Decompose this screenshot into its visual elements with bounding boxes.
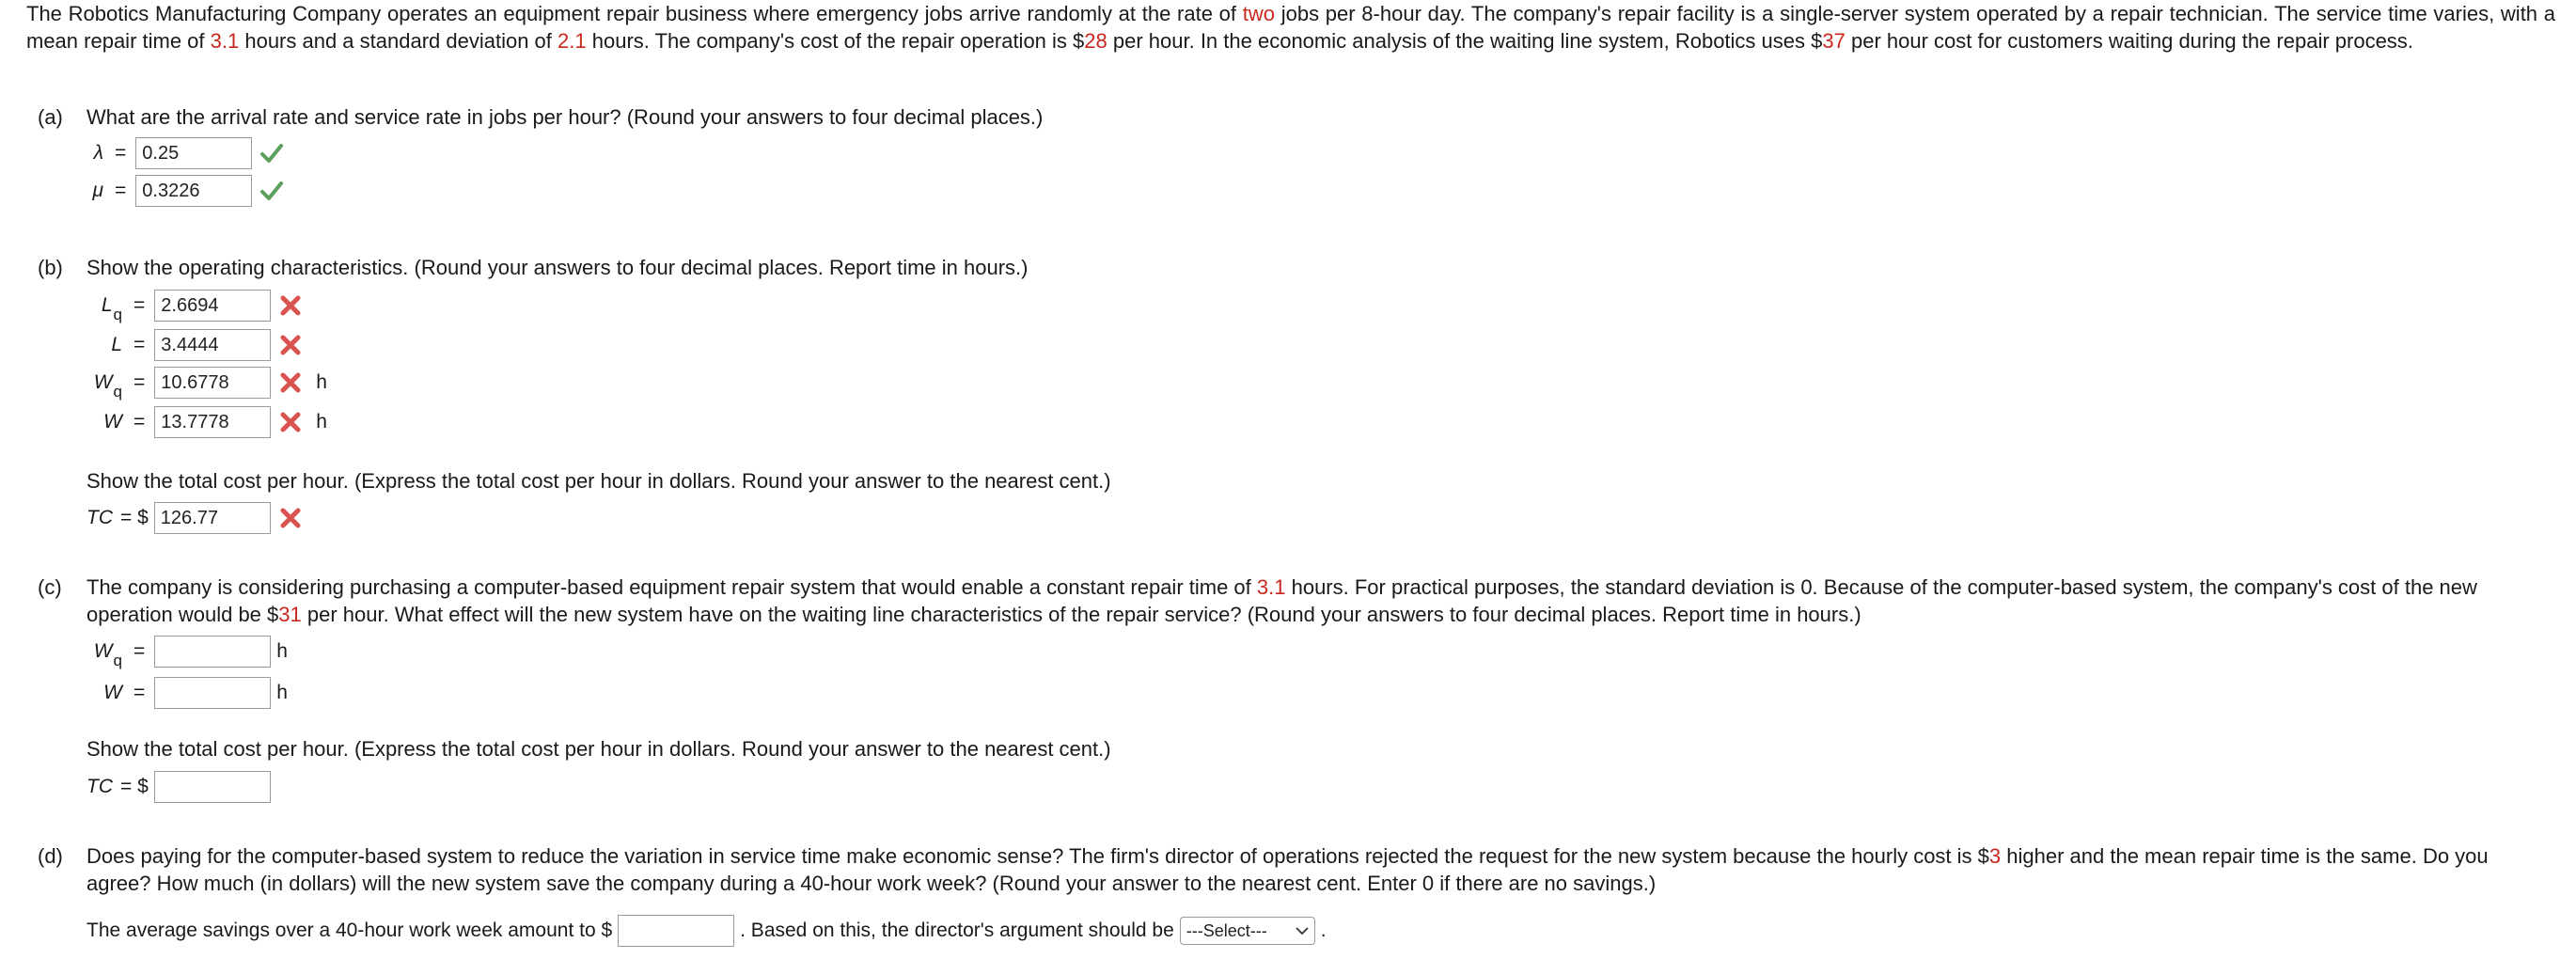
mu-row — [86, 175, 284, 207]
tc-row-c — [86, 771, 271, 803]
cross-icon — [278, 293, 303, 318]
unit-label: h — [276, 682, 288, 703]
new-cost-value: 31 — [278, 603, 302, 626]
l-row — [86, 329, 303, 361]
equals-sign: = — [134, 682, 146, 703]
chevron-down-icon — [1296, 926, 1309, 935]
tc-input-c[interactable] — [154, 771, 271, 803]
lambda-symbol: λ — [93, 142, 103, 164]
part-c-tc-question: Show the total cost per hour. (Express the total cost per hour in dollars. Round your answer to the nearest cent.) — [86, 737, 1111, 761]
savings-input[interactable] — [618, 915, 734, 947]
equals-dollar: = $ — [120, 507, 149, 528]
wq-row — [86, 367, 327, 399]
intro-text: per hour. In the economic analysis of the waiting line system, Robotics uses $ — [1107, 29, 1823, 53]
tc-symbol: TC — [86, 507, 113, 528]
mu-symbol: μ — [92, 180, 103, 201]
checkmark-icon — [259, 179, 284, 203]
equals-dollar: = $ — [120, 776, 149, 797]
cost-difference-value: 3 — [1988, 844, 2002, 868]
intro-text: hours and a standard deviation of — [239, 29, 558, 53]
part-c-question: The company is considering purchasing a computer-based equipment repair system that would enable a constant repair time of 3.1 hours. For practical purposes, the standard deviation is 0. Because of the computer-based system, the company's cost of the new operation would be $31 per hour. What effect will the new system have on the waiting line characteristics of the repair service? (Round your answers to four decimal places. Report time in hours.) — [86, 575, 2477, 626]
intro-text: jobs per 8-hour day. The company's repair facility is a single-server system operated by a repair technician. The service time varies, with a mean repair time of — [26, 2, 2555, 53]
tc-input[interactable]: 126.77 — [154, 502, 271, 534]
wq-row-c — [86, 636, 288, 668]
mean-repair-time-value: 3.1 — [210, 29, 240, 53]
mu-input[interactable]: 0.3226 — [135, 175, 252, 207]
problem-statement — [26, 0, 2555, 55]
part-a-label: (a) — [38, 105, 63, 129]
cross-icon — [278, 333, 303, 357]
equals-sign: = — [134, 640, 146, 662]
w-input-c[interactable] — [154, 677, 271, 709]
l-input[interactable]: 3.4444 — [154, 329, 271, 361]
part-c-label: (c) — [38, 575, 62, 599]
equals-sign: = — [115, 180, 127, 201]
w-row-c — [86, 677, 288, 709]
wq-symbol: $W_q$ — [93, 371, 122, 401]
w-row — [86, 406, 327, 438]
intro-text: hours. The company's cost of the repair operation is $ — [586, 29, 1085, 53]
intro-text: The Robotics Manufacturing Company operates an equipment repair business where emergency jobs arrive randomly at the rate of — [26, 2, 1243, 25]
lambda-input[interactable]: 0.25 — [135, 137, 252, 169]
part-b-question: Show the operating characteristics. (Round your answers to four decimal places. Report time in hours.) — [86, 256, 1029, 279]
equals-sign: = — [134, 294, 146, 316]
part-d-question: Does paying for the computer-based system to reduce the variation in service time make economic sense? The firm's director of operations rejected the request for the new system because the hourly cost is $3 higher and the mean repair time is the same. Do you agree? How much (in dollars) will the new system save the company during a 40-hour work week? (Round your answer to the nearest cent. Enter 0 if there are no savings.) — [86, 844, 2489, 895]
wq-input-c[interactable] — [154, 636, 271, 668]
wq-input[interactable]: 10.6778 — [154, 367, 271, 399]
lq-row — [86, 290, 303, 322]
wq-symbol: $W_q$ — [93, 640, 122, 669]
part-a-question: What are the arrival rate and service rate in jobs per hour? (Round your answers to four decimal places.) — [86, 105, 1044, 129]
part-b-tc-question: Show the total cost per hour. (Express the total cost per hour in dollars. Round your answer to the nearest cent.) — [86, 469, 1111, 493]
unit-label: h — [276, 640, 288, 662]
cross-icon — [278, 410, 303, 434]
part-b-label: (b) — [38, 256, 63, 279]
std-dev-value: 2.1 — [558, 29, 587, 53]
w-symbol: W — [103, 411, 122, 432]
lq-input[interactable]: 2.6694 — [154, 290, 271, 322]
constant-repair-time-value: 3.1 — [1256, 575, 1286, 599]
savings-prefix: The average savings over a 40-hour work week amount to $ — [86, 920, 613, 941]
part-d-label: (d) — [38, 844, 63, 868]
l-symbol: L — [111, 334, 122, 355]
lq-symbol: $L_q$ — [101, 294, 122, 323]
equals-sign: = — [134, 371, 146, 393]
intro-text: per hour cost for customers waiting during the repair process. — [1845, 29, 2413, 53]
tc-symbol: TC — [86, 776, 113, 797]
equals-sign: = — [134, 411, 146, 432]
cross-icon — [278, 506, 303, 530]
w-symbol: W — [103, 682, 122, 703]
equals-sign: = — [134, 334, 146, 355]
unit-label: h — [316, 371, 327, 393]
lambda-row — [86, 137, 284, 169]
sentence-end: . — [1320, 920, 1327, 941]
savings-middle-text: . Based on this, the director's argument should be — [740, 920, 1174, 941]
operation-cost-value: 28 — [1084, 29, 1107, 53]
equals-sign: = — [115, 142, 127, 164]
checkmark-icon — [259, 141, 284, 165]
unit-label: h — [316, 411, 327, 432]
arrival-rate-value: two — [1242, 2, 1275, 25]
w-input[interactable]: 13.7778 — [154, 406, 271, 438]
cross-icon — [278, 370, 303, 395]
select-value: ---Select--- — [1186, 920, 1267, 940]
director-argument-select[interactable] — [1180, 917, 1315, 945]
tc-row-b — [86, 502, 303, 534]
waiting-cost-value: 37 — [1822, 29, 1846, 53]
savings-row — [86, 915, 1327, 947]
